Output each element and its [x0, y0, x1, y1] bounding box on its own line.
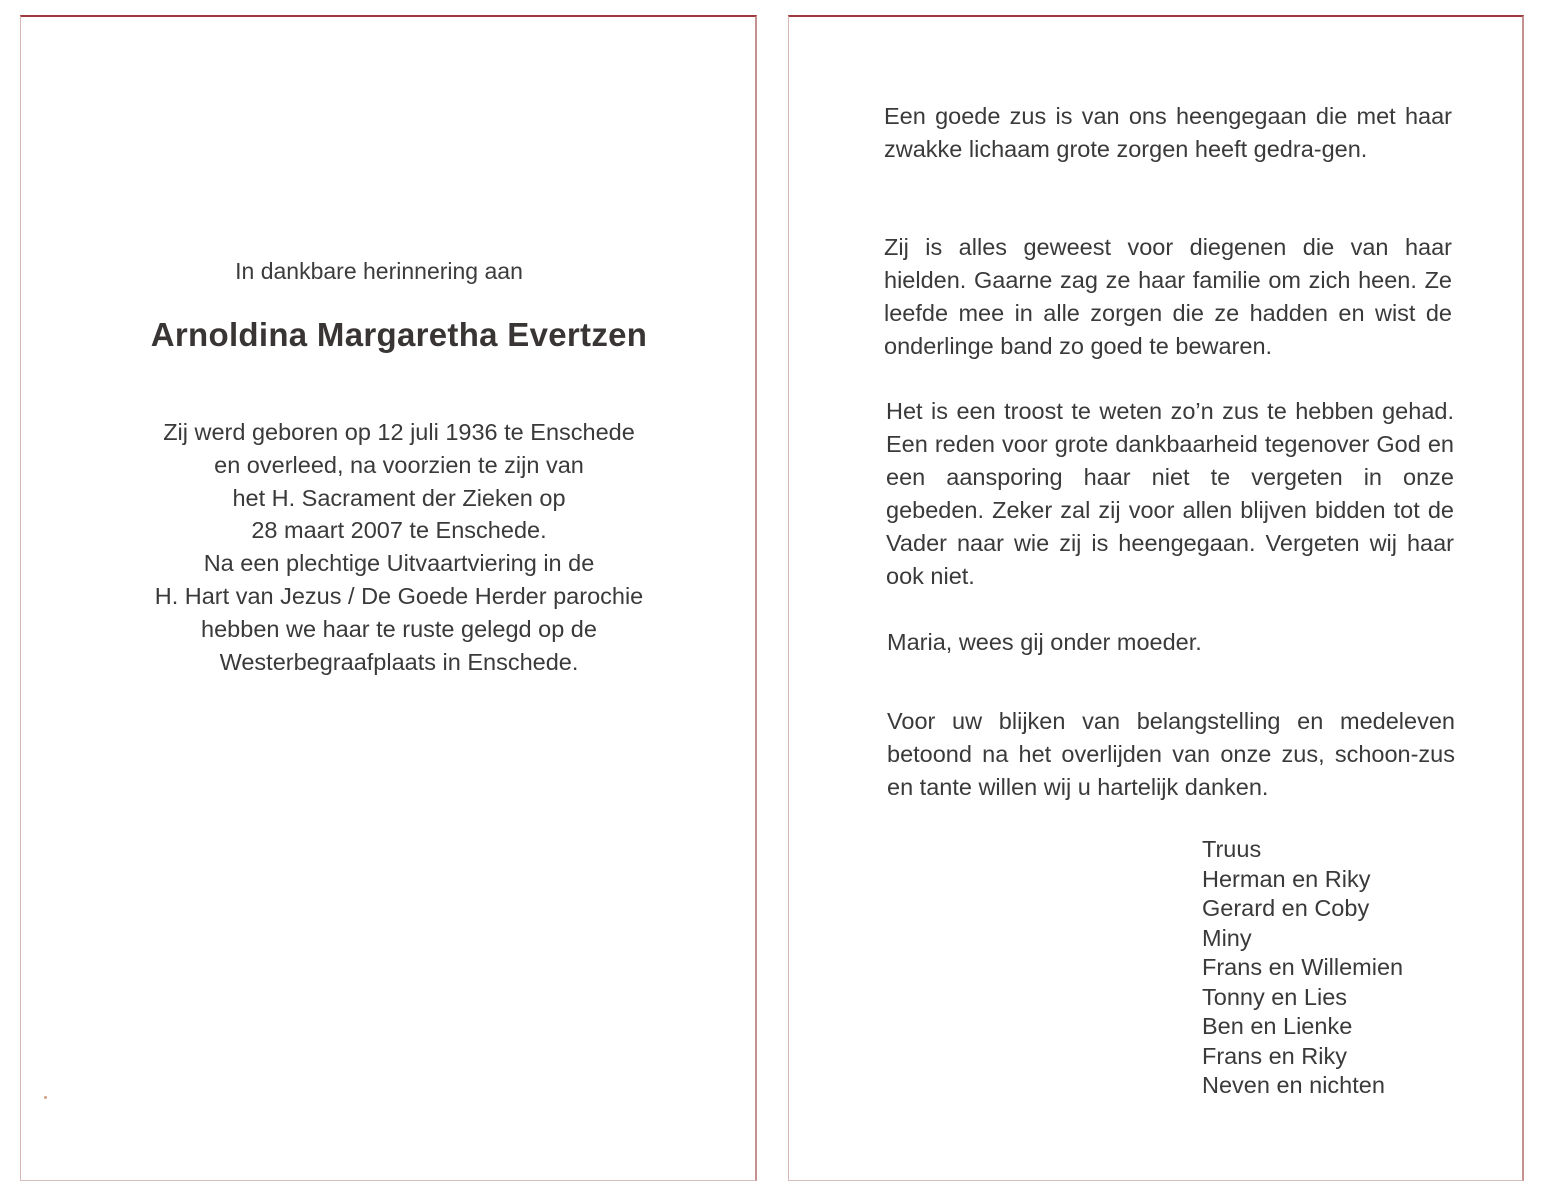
- bio-line: H. Hart van Jezus / De Goede Herder parochie: [154, 582, 644, 609]
- signer: Herman en Riky: [1202, 865, 1371, 892]
- signer: Frans en Willemien: [1202, 954, 1404, 980]
- paragraph-good-sister: Een goede zus is van ons heengegaan die met haar zwakke lichaam grote zorgen heeft gedra-gen.: [884, 103, 1452, 162]
- bio-line: Na een plechtige Uitvaartviering in de: [203, 550, 595, 577]
- signer: Miny: [1202, 924, 1252, 951]
- prayer-line: Maria, wees gij onder moeder.: [887, 629, 1202, 655]
- bio-line: Westerbegraafplaats in Enschede.: [219, 648, 579, 675]
- paragraph-thanks: Voor uw blijken van belangstelling en medeleven betoond na het overlijden van onze zus, schoon-zus en tante willen wij u hartelijk danken.: [887, 708, 1455, 800]
- signer: Tonny en Lies: [1202, 983, 1348, 1010]
- biography: [0, 416, 798, 678]
- signer: Frans en Riky: [1202, 1042, 1347, 1069]
- deceased-name: Arnoldina Margaretha Evertzen: [150, 316, 648, 353]
- memorial-intro: In dankbare herinnering aan: [235, 258, 523, 284]
- bio-line: het H. Sacrament der Zieken op: [232, 484, 566, 511]
- bio-line: hebben we haar te ruste gelegd op de: [201, 615, 597, 642]
- bio-line: 28 maart 2007 te Enschede.: [251, 517, 547, 544]
- paragraph-comfort: Het is een troost te weten zo’n zus te hebben gehad. Een reden voor grote dankbaarheid tegenover God en een aansporing haar niet te vergeten in onze gebeden. Zeker zal zij voor allen blijven bidden tot de Vader naar wie zij is heengegaan. Vergeten wij haar ook niet.: [886, 398, 1454, 589]
- signer: Neven en nichten: [1202, 1072, 1385, 1098]
- signer: Truus: [1202, 836, 1262, 862]
- signers-list: [1202, 835, 1403, 1101]
- signer: Ben en Lienke: [1202, 1013, 1353, 1039]
- bio-line: en overleed, na voorzien te zijn van: [214, 451, 584, 478]
- paragraph-family: Zij is alles geweest voor diegenen die van haar hielden. Gaarne zag ze haar familie om zich heen. Ze leefde mee in alle zorgen die ze hadden en wist de onderlinge band zo goed te bewaren.: [884, 234, 1452, 359]
- signer: Gerard en Coby: [1202, 895, 1370, 921]
- paper-speck: [44, 1096, 47, 1099]
- bio-line: Zij werd geboren op 12 juli 1936 te Enschede: [163, 419, 635, 445]
- right-card: [788, 15, 1524, 1181]
